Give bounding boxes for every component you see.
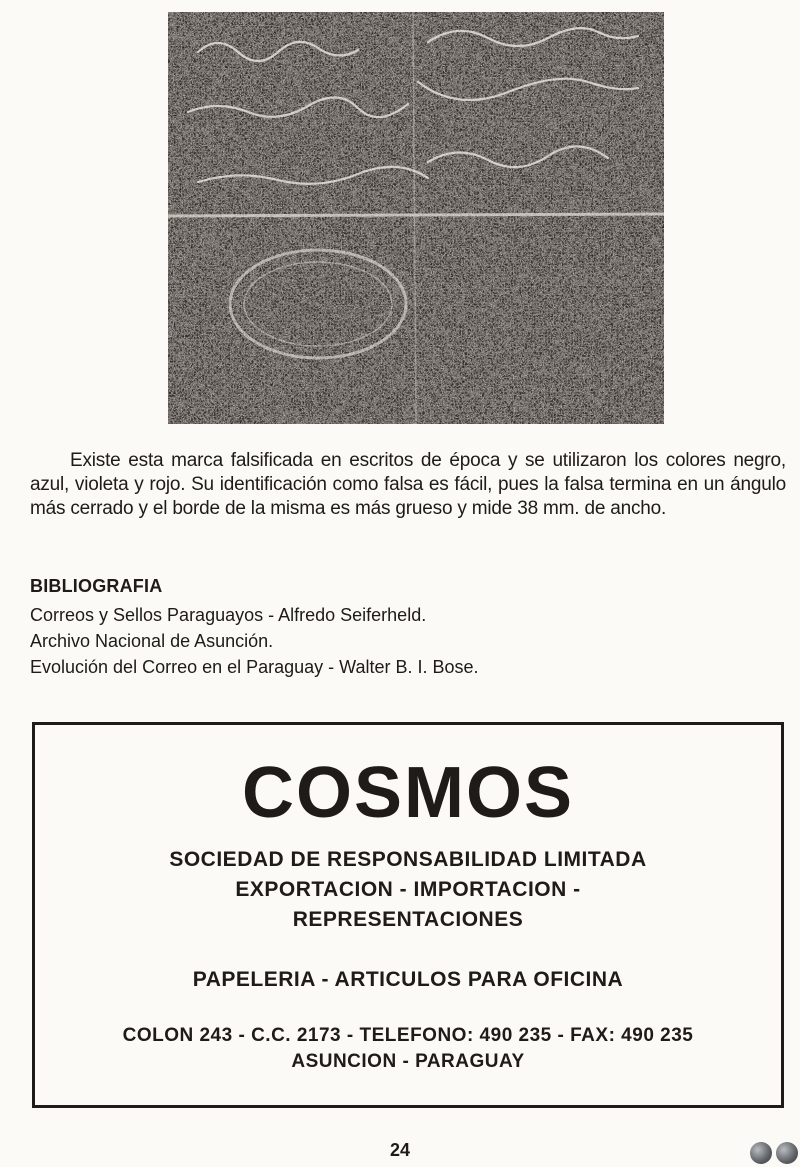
ad-contact: COLON 243 - C.C. 2173 - TELEFONO: 490 235 - FAX: 490 235 — [122, 1025, 694, 1046]
previous-page-icon[interactable] — [750, 1142, 772, 1164]
body-paragraph-text: Existe esta marca falsificada en escritos de época y se utilizaron los colores negro, azul, violeta y rojo. Su identificación como falsa es fácil, pues la falsa termina en un ángulo más cerrado y el borde de la misma es más grueso y mide 38 mm. de ancho. — [30, 450, 786, 519]
bibliography-item: Correos y Sellos Paraguayos - Alfredo Seiferheld. — [30, 605, 427, 625]
ad-brand-name: COSMOS — [241, 753, 575, 833]
bibliography-list — [30, 602, 479, 680]
bibliography-item: Evolución del Correo en el Paraguay - Walter B. I. Bose. — [30, 657, 479, 677]
ad-location: ASUNCION - PARAGUAY — [291, 1051, 525, 1072]
body-paragraph — [30, 449, 786, 521]
ad-trade-line: EXPORTACION - IMPORTACION - — [235, 878, 581, 901]
bibliography-heading: BIBLIOGRAFIA — [30, 576, 163, 596]
manuscript-postmark-image — [168, 12, 664, 424]
ad-representations: REPRESENTACIONES — [292, 908, 524, 931]
next-page-icon[interactable] — [776, 1142, 798, 1164]
bibliography-item: Archivo Nacional de Asunción. — [30, 631, 274, 651]
manuscript-postmark-icon — [168, 12, 664, 424]
cosmos-advertisement — [32, 722, 784, 1108]
page-number: 24 — [389, 1140, 411, 1160]
page-navigation — [750, 1142, 800, 1166]
ad-products: PAPELERIA - ARTICULOS PARA OFICINA — [192, 968, 624, 991]
ad-company-type: SOCIEDAD DE RESPONSABILIDAD LIMITADA — [169, 848, 647, 871]
